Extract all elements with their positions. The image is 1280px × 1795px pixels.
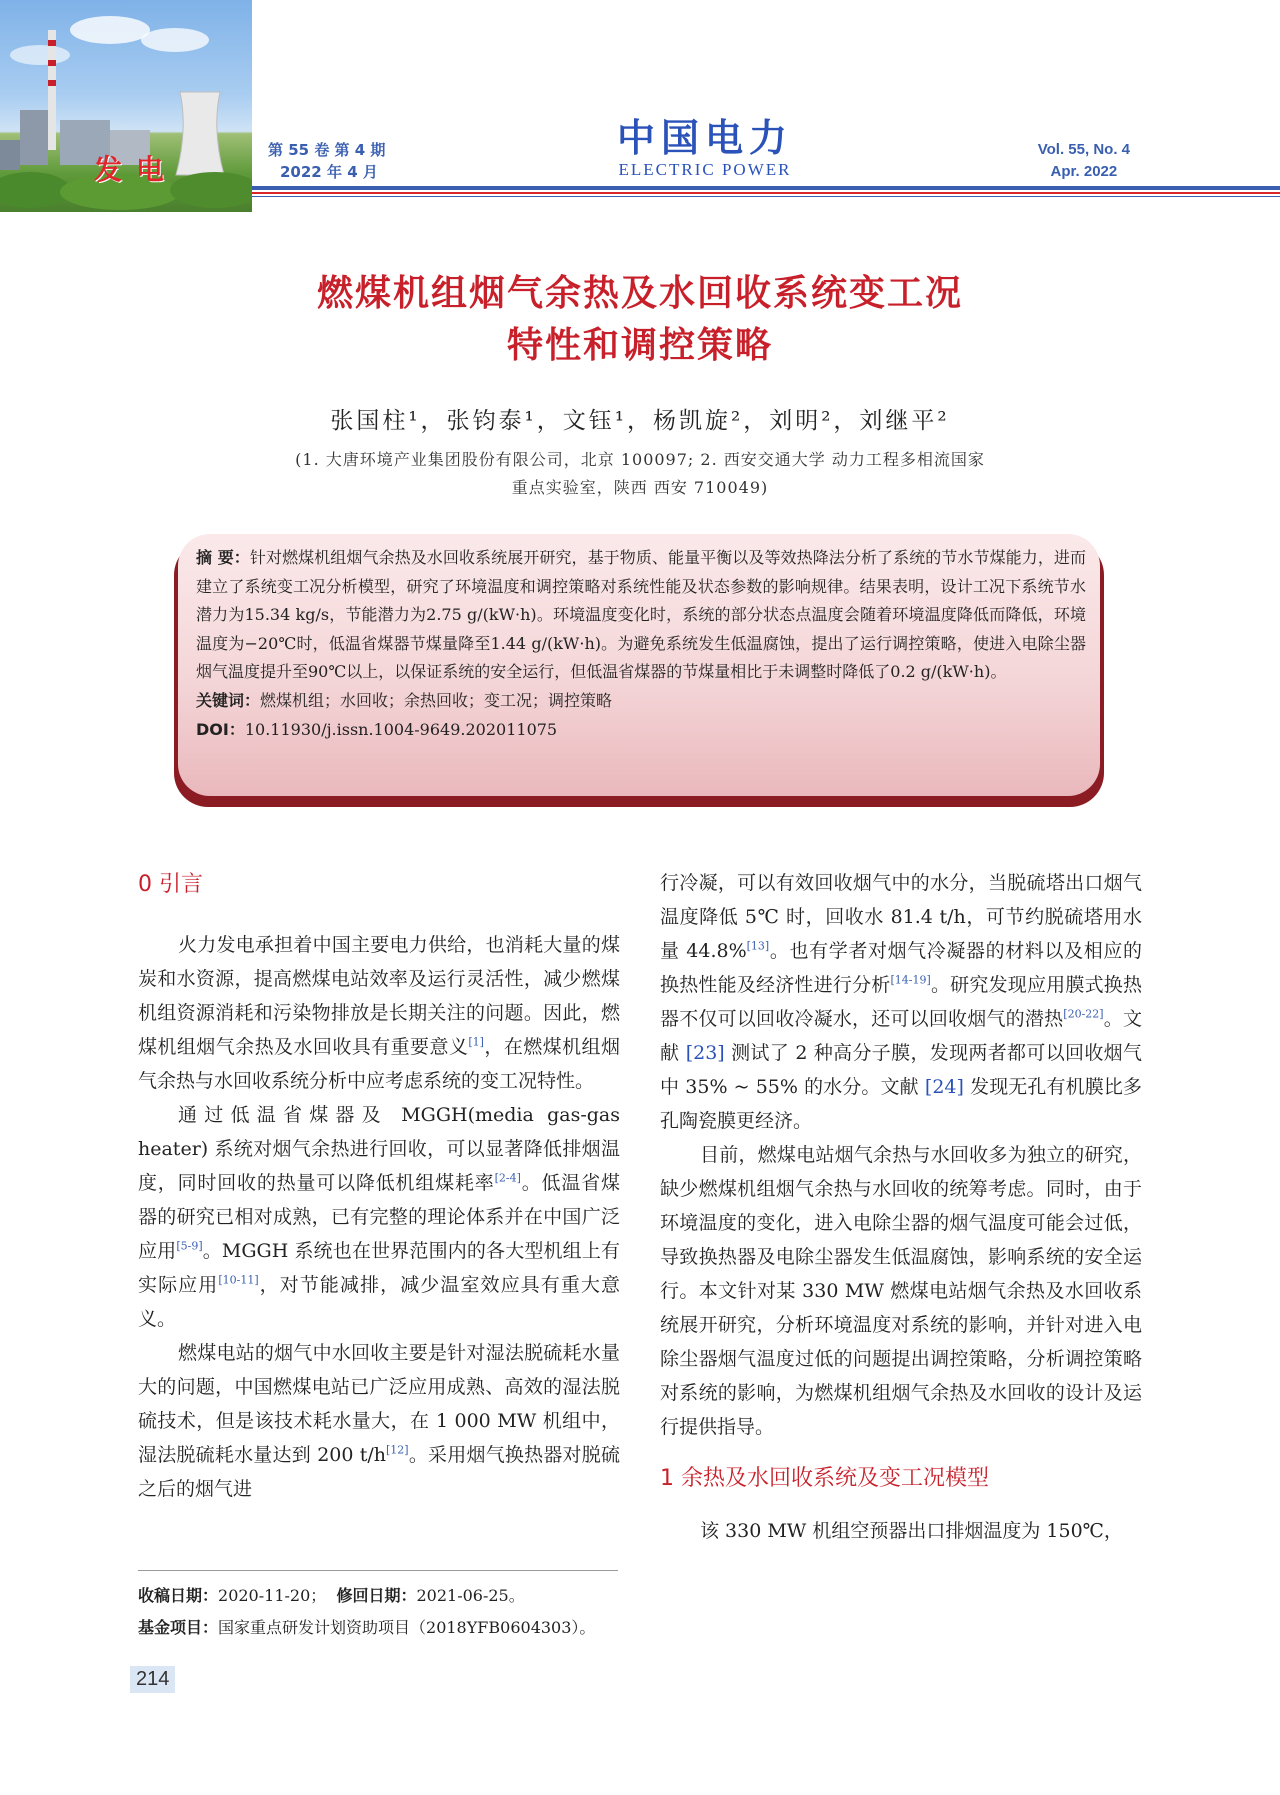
doi-label: DOI： xyxy=(196,719,245,739)
text: 测试了 2 种高分子膜，发现两者都可以回收烟气中 35% ~ 55% 的水分。文献 xyxy=(660,1042,1142,1098)
header-rule-red xyxy=(252,192,1280,194)
author-list: 张国柱¹，张钧泰¹，文钰¹，杨凯旋²，刘明²，刘继平² xyxy=(330,408,950,434)
citation-inline[interactable]: [23] xyxy=(685,1042,725,1064)
text: ，对节能减排，减少温室效应具有重大意义。 xyxy=(138,1274,620,1330)
volume-issue-en xyxy=(1038,139,1130,183)
revised-label: 修回日期： xyxy=(336,1586,417,1605)
text: 通过低温省煤器及 MGGH(media gas-gas heater) 系统对烟气余热进行回收，可以显著降低排烟温度，同时回收的热量可以降低机组煤耗率 xyxy=(138,1104,620,1194)
paragraph: 目前，燃煤电站烟气余热与水回收多为独立的研究，缺少燃煤机组烟气余热与水回收的统筹考虑。同时，由于环境温度的变化，进入电除尘器的烟气温度可能会过低，导致换热器及电除尘器发生低温腐蚀，影响系统的安全运行。本文针对某 330 MW 燃煤电站烟气余热及水回收系统展开研究，分析环境温度对系统的影响，并针对进入电除尘器烟气温度过低的问题提出调控策略，分析调控策略对系统的影响，为燃煤机组烟气余热及水回收的设计及运行提供指导。 xyxy=(660,1144,1142,1438)
citation[interactable]: [5-9] xyxy=(176,1239,203,1253)
spacer xyxy=(660,1496,1142,1514)
text: 。低温省煤器的研究已相对成熟，已有完整的理论体系并在中国广泛应用 xyxy=(138,1172,620,1262)
text: 火力发电承担着中国主要电力供给，也消耗大量的煤炭和水资源，提高燃煤电站效率及运行灵活性，减少燃煤机组资源消耗和污染物排放是长期关注的问题。因此，燃煤机组烟气余热及水回收具有重要意义 xyxy=(138,934,620,1058)
paragraph xyxy=(138,928,620,1098)
header-rule-thin xyxy=(252,196,1280,197)
spacer xyxy=(660,1444,1142,1462)
text: 。采用烟气换热器对脱硫之后的烟气进 xyxy=(138,1444,620,1500)
keywords: 燃煤机组；水回收；余热回收；变工况；调控策略 xyxy=(260,690,613,710)
received-date: 2020-11-20； xyxy=(218,1586,327,1605)
affiliation-line2: 重点实验室，陕西 西安 710049) xyxy=(511,478,769,497)
journal-title-cn: 中国电力 xyxy=(616,116,793,160)
paragraph xyxy=(660,866,1142,1138)
keywords-line xyxy=(196,687,1086,716)
abstract-text: 针对燃煤机组烟气余热及水回收系统展开研究，基于物质、能量平衡以及等效热降法分析了系统的节水节煤能力，进而建立了系统变工况分析模型，研究了环境温度和调控策略对系统性能及状态参数的影响规律。结果表明，设计工况下系统节水潜力为15.34 kg/s，节能潜力为2.75 g/(kW·h)。环境温度变化时，系统的部分状态点温度会随着环境温度降低而降低，环境温度为−20℃时，低温省煤器节煤量降至1.44 g/(kW·h)。为避免系统发生低温腐蚀，提出了运行调控策略，使进入电除尘器烟气温度提升至90℃以上，以保证系统的安全运行，但低温省煤器的节煤量相比于未调整时降低了0.2 g/(kW·h)。 xyxy=(196,548,1086,682)
text: ，在燃煤机组烟气余热与水回收系统分析中应考虑系统的变工况特性。 xyxy=(138,1036,620,1092)
affiliations xyxy=(0,446,1280,502)
citation[interactable]: [20-22] xyxy=(1063,1007,1104,1021)
keywords-label: 关键词： xyxy=(196,690,261,710)
article-title-line1: 燃煤机组烟气余热及水回收系统变工况 xyxy=(316,273,963,314)
header-photo-power-plant xyxy=(0,0,252,212)
text: 。研究发现应用膜式换热器不仅可以回收冷凝水，还可以回收烟气的潜热 xyxy=(660,974,1142,1030)
citation[interactable]: [1] xyxy=(468,1035,484,1049)
text: 行冷凝，可以有效回收烟气中的水分，当脱硫塔出口烟气温度降低 5℃ 时，回收水 81.4 t/h，可节约脱硫塔用水量 44.8% xyxy=(660,872,1142,962)
section-label: 发电 xyxy=(94,153,179,186)
dates-line xyxy=(138,1580,658,1612)
text: 。也有学者对烟气冷凝器的材料以及相应的换热性能及经济性进行分析 xyxy=(660,940,1142,996)
footnote xyxy=(138,1580,658,1644)
paragraph xyxy=(138,1336,620,1506)
fund-line xyxy=(138,1612,658,1644)
citation[interactable]: [12] xyxy=(386,1443,409,1457)
journal-masthead xyxy=(590,116,820,180)
doi-line xyxy=(196,716,1086,745)
paragraph: 该 330 MW 机组空预器出口排烟温度为 150℃， xyxy=(700,1520,1123,1542)
volume-en: Vol. 55, No. 4 xyxy=(1037,141,1130,158)
volume-cn: 第 55 卷 第 4 期 xyxy=(268,141,386,159)
affiliation-line1: (1. 大唐环境产业集团股份有限公司，北京 100097; 2. 西安交通大学 动力工程多相流国家 xyxy=(295,450,985,469)
date-cn: 2022 年 4 月 xyxy=(280,163,378,181)
journal-title-en: ELECTRIC POWER xyxy=(618,160,792,179)
abstract-paragraph xyxy=(196,544,1086,687)
citation[interactable]: [10-11] xyxy=(218,1273,259,1287)
date-en: Apr. 2022 xyxy=(1050,163,1118,180)
paragraph xyxy=(138,1098,620,1336)
footnote-rule xyxy=(138,1570,618,1571)
citation[interactable]: [13] xyxy=(746,939,770,953)
volume-issue-cn xyxy=(268,139,385,183)
text: 燃煤电站的烟气中水回收主要是针对湿法脱硫耗水量大的问题，中国燃煤电站已广泛应用成熟、高效的湿法脱硫技术，但是该技术耗水量大，在 1 000 MW 机组中，湿法脱硫耗水量达到 200 t/h xyxy=(138,1342,620,1466)
fund-label: 基金项目： xyxy=(138,1618,219,1637)
received-label: 收稿日期： xyxy=(138,1586,219,1605)
page-number: 214 xyxy=(130,1666,175,1693)
citation[interactable]: [14-19] xyxy=(890,973,931,987)
left-column xyxy=(138,868,620,1506)
text: 发现无孔有机膜比多孔陶瓷膜更经济。 xyxy=(660,1076,1142,1132)
text: 。文献 xyxy=(660,1008,1142,1064)
section-heading-0: 0 引言 xyxy=(138,872,203,897)
abstract-content xyxy=(196,544,1086,744)
section-heading-1: 1 余热及水回收系统及变工况模型 xyxy=(660,1466,989,1491)
article-title-line2: 特性和调控策略 xyxy=(506,325,773,366)
fund-text: 国家重点研发计划资助项目（2018YFB0604303）。 xyxy=(218,1618,596,1637)
doi-value: 10.11930/j.issn.1004-9649.202011075 xyxy=(244,719,558,739)
citation-inline[interactable]: [24] xyxy=(924,1076,964,1098)
spacer xyxy=(138,902,620,928)
header-rule-blue xyxy=(252,186,1280,190)
abstract-label: 摘 要： xyxy=(196,548,250,567)
citation[interactable]: [2-4] xyxy=(494,1171,521,1185)
text: 。MGGH 系统也在世界范围内的各大型机组上有实际应用 xyxy=(138,1240,620,1296)
revised-date: 2021-06-25。 xyxy=(416,1586,525,1605)
right-column xyxy=(660,866,1142,1548)
